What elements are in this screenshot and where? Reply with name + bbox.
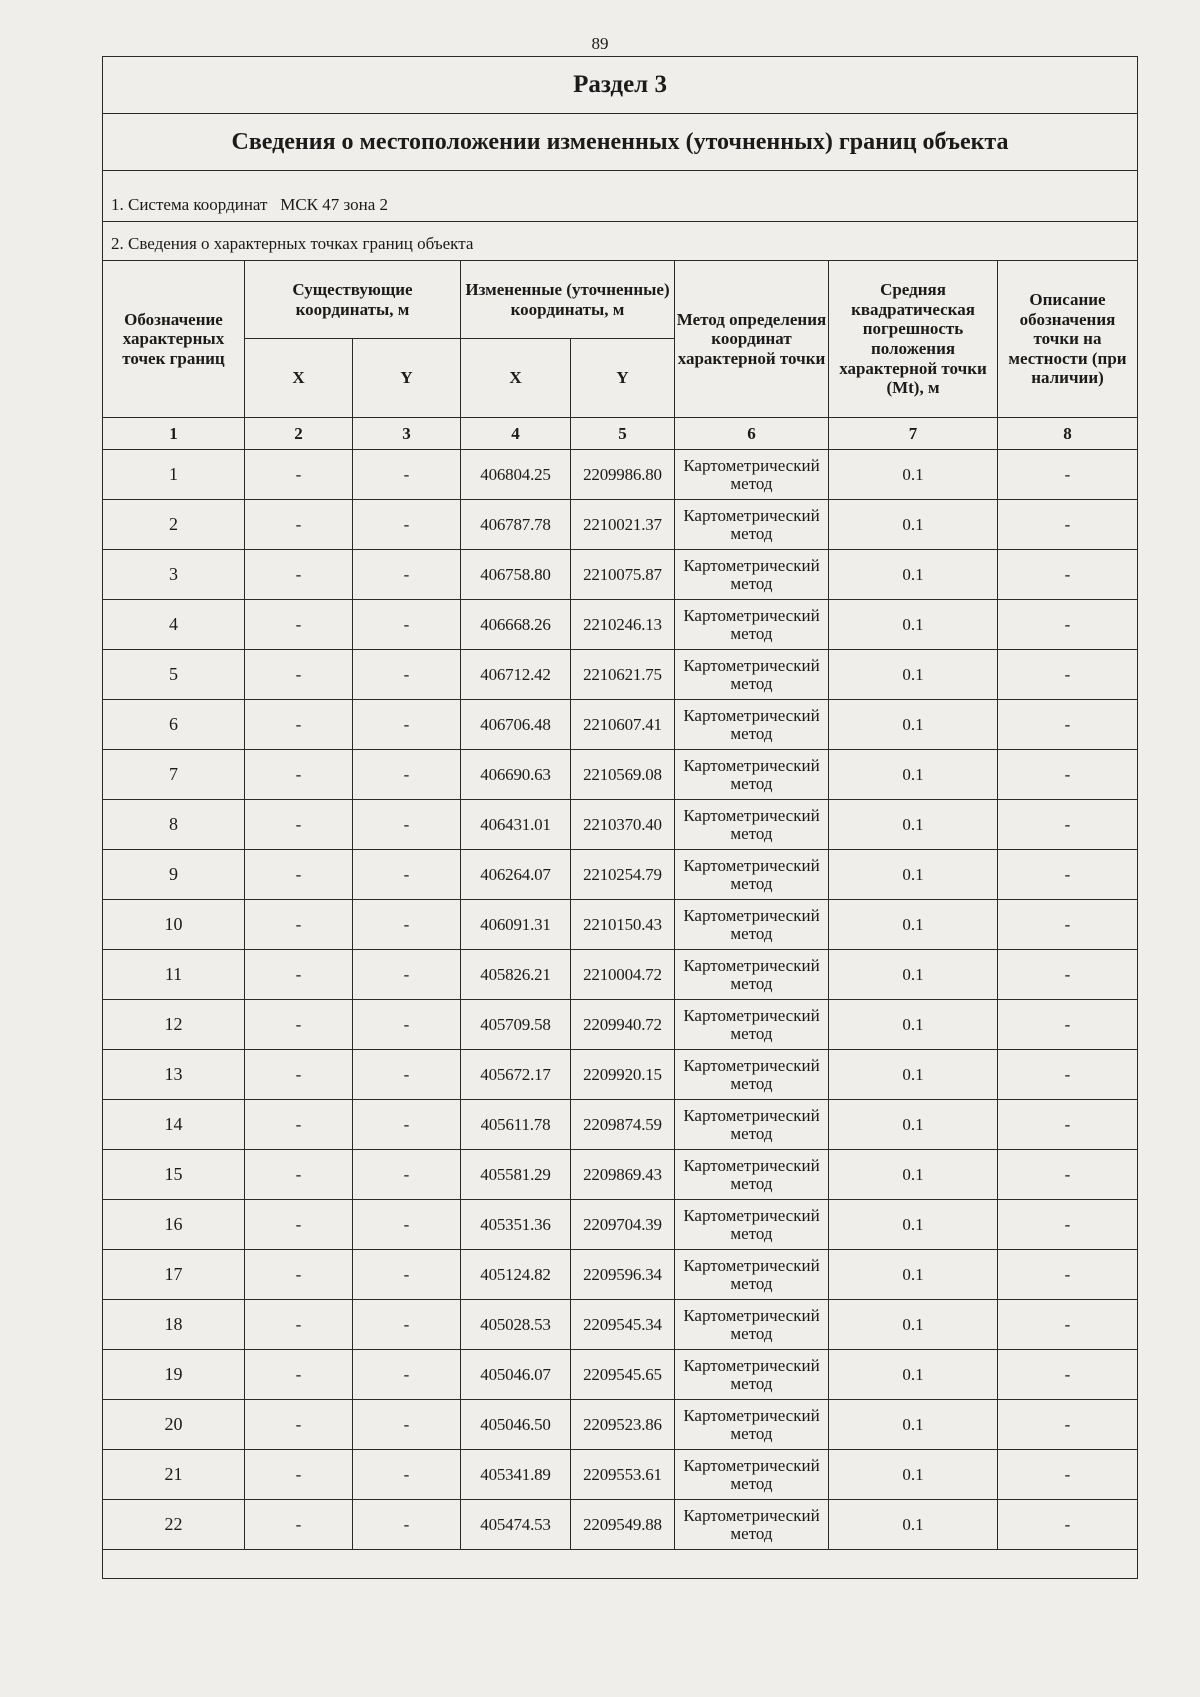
- mean-error-cell: 0.1: [829, 700, 998, 750]
- header-error: Средняя квадратическая погрешность положения характерной точки (Mt), м: [829, 261, 998, 418]
- mean-error-cell: 0.1: [829, 650, 998, 700]
- table-row: [103, 1300, 1138, 1350]
- existing-x-cell: -: [245, 1100, 353, 1150]
- method-cell: Картометрический метод: [675, 550, 829, 600]
- column-number: 8: [998, 418, 1138, 450]
- method-cell: Картометрический метод: [675, 1250, 829, 1300]
- mean-error-cell: 0.1: [829, 750, 998, 800]
- existing-y-cell: -: [353, 1100, 461, 1150]
- table-row: [103, 1350, 1138, 1400]
- existing-y-cell: -: [353, 1250, 461, 1300]
- method-cell: Картометрический метод: [675, 800, 829, 850]
- changed-y-cell: 2210254.79: [571, 850, 675, 900]
- point-description-cell: -: [998, 600, 1138, 650]
- table-row: [103, 1050, 1138, 1100]
- changed-x-cell: 405046.50: [461, 1400, 571, 1450]
- point-number-cell: 17: [103, 1250, 245, 1300]
- point-description-cell: -: [998, 1150, 1138, 1200]
- mean-error-cell: 0.1: [829, 850, 998, 900]
- changed-y-cell: 2209596.34: [571, 1250, 675, 1300]
- existing-x-cell: -: [245, 1500, 353, 1550]
- changed-y-cell: 2209704.39: [571, 1200, 675, 1250]
- point-number-cell: 6: [103, 700, 245, 750]
- existing-x-cell: -: [245, 1200, 353, 1250]
- table-row: [103, 750, 1138, 800]
- coord-system-label: 1. Система координат: [111, 195, 268, 214]
- existing-y-cell: -: [353, 1000, 461, 1050]
- existing-x-cell: -: [245, 1150, 353, 1200]
- changed-x-cell: 406668.26: [461, 600, 571, 650]
- column-number: 2: [245, 418, 353, 450]
- method-cell: Картометрический метод: [675, 1400, 829, 1450]
- changed-y-cell: 2209549.88: [571, 1500, 675, 1550]
- table-row: [103, 700, 1138, 750]
- mean-error-cell: 0.1: [829, 1000, 998, 1050]
- mean-error-cell: 0.1: [829, 1250, 998, 1300]
- table-row: [103, 500, 1138, 550]
- changed-y-cell: 2210150.43: [571, 900, 675, 950]
- table-row: [103, 1450, 1138, 1500]
- existing-y-cell: -: [353, 1050, 461, 1100]
- coord-system-value: МСК 47 зона 2: [280, 195, 389, 214]
- table-row: [103, 850, 1138, 900]
- table-row: [103, 650, 1138, 700]
- method-cell: Картометрический метод: [675, 1200, 829, 1250]
- column-number: 3: [353, 418, 461, 450]
- point-number-cell: 14: [103, 1100, 245, 1150]
- changed-y-cell: 2209523.86: [571, 1400, 675, 1450]
- point-number-cell: 21: [103, 1450, 245, 1500]
- header-changed: Измененные (уточненные) координаты, м: [461, 261, 675, 339]
- changed-x-cell: 405672.17: [461, 1050, 571, 1100]
- header-description: Описание обозначения точки на местности (при наличии): [998, 261, 1138, 418]
- changed-x-cell: 406431.01: [461, 800, 571, 850]
- column-numbers-row: [103, 418, 1138, 450]
- changed-x-cell: 405611.78: [461, 1100, 571, 1150]
- table-row: [103, 1000, 1138, 1050]
- changed-x-cell: 405474.53: [461, 1500, 571, 1550]
- mean-error-cell: 0.1: [829, 900, 998, 950]
- page-number: 89: [591, 34, 609, 53]
- changed-x-cell: 406804.25: [461, 450, 571, 500]
- existing-x-cell: -: [245, 1350, 353, 1400]
- changed-x-cell: 406690.63: [461, 750, 571, 800]
- table-row: [103, 600, 1138, 650]
- method-cell: Картометрический метод: [675, 1450, 829, 1500]
- section-title: Раздел 3: [103, 57, 1138, 114]
- header-changed-x: X: [461, 339, 571, 418]
- changed-y-cell: 2209869.43: [571, 1150, 675, 1200]
- changed-y-cell: 2210021.37: [571, 500, 675, 550]
- point-description-cell: -: [998, 550, 1138, 600]
- existing-y-cell: -: [353, 900, 461, 950]
- existing-y-cell: -: [353, 950, 461, 1000]
- point-number-cell: 7: [103, 750, 245, 800]
- mean-error-cell: 0.1: [829, 1400, 998, 1450]
- changed-x-cell: 405581.29: [461, 1150, 571, 1200]
- point-number-cell: 18: [103, 1300, 245, 1350]
- changed-x-cell: 405351.36: [461, 1200, 571, 1250]
- existing-y-cell: -: [353, 1200, 461, 1250]
- method-cell: Картометрический метод: [675, 600, 829, 650]
- mean-error-cell: 0.1: [829, 1050, 998, 1100]
- header-existing: Существующие координаты, м: [245, 261, 461, 339]
- mean-error-cell: 0.1: [829, 800, 998, 850]
- empty-cell: [103, 1550, 1138, 1579]
- point-number-cell: 10: [103, 900, 245, 950]
- existing-x-cell: -: [245, 550, 353, 600]
- point-description-cell: -: [998, 1050, 1138, 1100]
- method-cell: Картометрический метод: [675, 750, 829, 800]
- method-cell: Картометрический метод: [675, 500, 829, 550]
- empty-row: [103, 1550, 1138, 1579]
- changed-x-cell: 406264.07: [461, 850, 571, 900]
- changed-x-cell: 406706.48: [461, 700, 571, 750]
- table-row: [103, 450, 1138, 500]
- changed-y-cell: 2209986.80: [571, 450, 675, 500]
- mean-error-cell: 0.1: [829, 1200, 998, 1250]
- point-description-cell: -: [998, 950, 1138, 1000]
- existing-y-cell: -: [353, 650, 461, 700]
- point-description-cell: -: [998, 500, 1138, 550]
- changed-y-cell: 2209553.61: [571, 1450, 675, 1500]
- point-number-cell: 20: [103, 1400, 245, 1450]
- changed-y-cell: 2210621.75: [571, 650, 675, 700]
- existing-x-cell: -: [245, 500, 353, 550]
- point-description-cell: -: [998, 750, 1138, 800]
- point-description-cell: -: [998, 450, 1138, 500]
- point-number-cell: 15: [103, 1150, 245, 1200]
- column-number: 6: [675, 418, 829, 450]
- method-cell: Картометрический метод: [675, 1000, 829, 1050]
- point-description-cell: -: [998, 900, 1138, 950]
- existing-x-cell: -: [245, 750, 353, 800]
- changed-x-cell: 405124.82: [461, 1250, 571, 1300]
- point-number-cell: 8: [103, 800, 245, 850]
- point-number-cell: 3: [103, 550, 245, 600]
- point-number-cell: 19: [103, 1350, 245, 1400]
- existing-y-cell: -: [353, 850, 461, 900]
- mean-error-cell: 0.1: [829, 1350, 998, 1400]
- header-existing-y: Y: [353, 339, 461, 418]
- table-row: [103, 900, 1138, 950]
- points-info-label: 2. Сведения о характерных точках границ объекта: [111, 234, 474, 253]
- mean-error-cell: 0.1: [829, 1500, 998, 1550]
- existing-y-cell: -: [353, 500, 461, 550]
- changed-y-cell: 2210569.08: [571, 750, 675, 800]
- changed-x-cell: 405028.53: [461, 1300, 571, 1350]
- point-description-cell: -: [998, 1500, 1138, 1550]
- column-number: 4: [461, 418, 571, 450]
- existing-y-cell: -: [353, 1350, 461, 1400]
- point-description-cell: -: [998, 1300, 1138, 1350]
- boundary-points-table: [102, 56, 1138, 1579]
- method-cell: Картометрический метод: [675, 1150, 829, 1200]
- point-number-cell: 5: [103, 650, 245, 700]
- mean-error-cell: 0.1: [829, 1300, 998, 1350]
- existing-x-cell: -: [245, 900, 353, 950]
- method-cell: Картометрический метод: [675, 1350, 829, 1400]
- changed-x-cell: 405826.21: [461, 950, 571, 1000]
- changed-y-cell: 2210246.13: [571, 600, 675, 650]
- method-cell: Картометрический метод: [675, 1300, 829, 1350]
- existing-y-cell: -: [353, 1150, 461, 1200]
- header-changed-y: Y: [571, 339, 675, 418]
- changed-x-cell: 405046.07: [461, 1350, 571, 1400]
- point-description-cell: -: [998, 1250, 1138, 1300]
- existing-x-cell: -: [245, 1250, 353, 1300]
- existing-x-cell: -: [245, 650, 353, 700]
- column-number: 1: [103, 418, 245, 450]
- changed-x-cell: 405341.89: [461, 1450, 571, 1500]
- changed-y-cell: 2210370.40: [571, 800, 675, 850]
- point-description-cell: -: [998, 1000, 1138, 1050]
- header-designation: Обозначение характерных точек границ: [103, 261, 245, 418]
- existing-y-cell: -: [353, 700, 461, 750]
- mean-error-cell: 0.1: [829, 600, 998, 650]
- method-cell: Картометрический метод: [675, 1050, 829, 1100]
- method-cell: Картометрический метод: [675, 650, 829, 700]
- table-row: [103, 550, 1138, 600]
- point-description-cell: -: [998, 850, 1138, 900]
- points-info-row: [103, 222, 1138, 261]
- existing-x-cell: -: [245, 950, 353, 1000]
- column-number: 7: [829, 418, 998, 450]
- table-row: [103, 1200, 1138, 1250]
- existing-y-cell: -: [353, 750, 461, 800]
- changed-y-cell: 2209874.59: [571, 1100, 675, 1150]
- point-number-cell: 22: [103, 1500, 245, 1550]
- existing-y-cell: -: [353, 600, 461, 650]
- point-description-cell: -: [998, 1200, 1138, 1250]
- existing-x-cell: -: [245, 850, 353, 900]
- method-cell: Картометрический метод: [675, 450, 829, 500]
- point-number-cell: 13: [103, 1050, 245, 1100]
- table-row: [103, 1250, 1138, 1300]
- coord-system-row: [103, 171, 1138, 222]
- changed-x-cell: 406712.42: [461, 650, 571, 700]
- point-description-cell: -: [998, 1450, 1138, 1500]
- table-row: [103, 1150, 1138, 1200]
- changed-y-cell: 2210607.41: [571, 700, 675, 750]
- existing-x-cell: -: [245, 1450, 353, 1500]
- existing-x-cell: -: [245, 1400, 353, 1450]
- existing-y-cell: -: [353, 1450, 461, 1500]
- point-number-cell: 2: [103, 500, 245, 550]
- changed-y-cell: 2210004.72: [571, 950, 675, 1000]
- mean-error-cell: 0.1: [829, 550, 998, 600]
- method-cell: Картометрический метод: [675, 1100, 829, 1150]
- existing-x-cell: -: [245, 1050, 353, 1100]
- mean-error-cell: 0.1: [829, 500, 998, 550]
- table-row: [103, 950, 1138, 1000]
- existing-y-cell: -: [353, 800, 461, 850]
- method-cell: Картометрический метод: [675, 1500, 829, 1550]
- existing-x-cell: -: [245, 1300, 353, 1350]
- existing-y-cell: -: [353, 1400, 461, 1450]
- point-description-cell: -: [998, 1350, 1138, 1400]
- point-number-cell: 16: [103, 1200, 245, 1250]
- changed-x-cell: 406758.80: [461, 550, 571, 600]
- mean-error-cell: 0.1: [829, 1150, 998, 1200]
- changed-y-cell: 2209545.34: [571, 1300, 675, 1350]
- changed-y-cell: 2209545.65: [571, 1350, 675, 1400]
- header-existing-x: X: [245, 339, 353, 418]
- changed-y-cell: 2209940.72: [571, 1000, 675, 1050]
- existing-x-cell: -: [245, 700, 353, 750]
- point-description-cell: -: [998, 700, 1138, 750]
- method-cell: Картометрический метод: [675, 850, 829, 900]
- changed-x-cell: 405709.58: [461, 1000, 571, 1050]
- point-number-cell: 4: [103, 600, 245, 650]
- existing-y-cell: -: [353, 1300, 461, 1350]
- existing-y-cell: -: [353, 1500, 461, 1550]
- mean-error-cell: 0.1: [829, 950, 998, 1000]
- point-number-cell: 9: [103, 850, 245, 900]
- changed-y-cell: 2209920.15: [571, 1050, 675, 1100]
- method-cell: Картометрический метод: [675, 950, 829, 1000]
- point-number-cell: 12: [103, 1000, 245, 1050]
- changed-x-cell: 406091.31: [461, 900, 571, 950]
- point-number-cell: 1: [103, 450, 245, 500]
- method-cell: Картометрический метод: [675, 700, 829, 750]
- existing-x-cell: -: [245, 800, 353, 850]
- table-row: [103, 1100, 1138, 1150]
- column-number: 5: [571, 418, 675, 450]
- table-row: [103, 800, 1138, 850]
- changed-x-cell: 406787.78: [461, 500, 571, 550]
- header-method: Метод определения координат характерной точки: [675, 261, 829, 418]
- mean-error-cell: 0.1: [829, 1450, 998, 1500]
- point-description-cell: -: [998, 1400, 1138, 1450]
- changed-y-cell: 2210075.87: [571, 550, 675, 600]
- point-description-cell: -: [998, 650, 1138, 700]
- point-description-cell: -: [998, 1100, 1138, 1150]
- mean-error-cell: 0.1: [829, 450, 998, 500]
- existing-y-cell: -: [353, 550, 461, 600]
- existing-y-cell: -: [353, 450, 461, 500]
- point-description-cell: -: [998, 800, 1138, 850]
- existing-x-cell: -: [245, 1000, 353, 1050]
- table-row: [103, 1500, 1138, 1550]
- section-subtitle: Сведения о местоположении измененных (уточненных) границ объекта: [103, 114, 1138, 171]
- table-row: [103, 1400, 1138, 1450]
- existing-x-cell: -: [245, 600, 353, 650]
- method-cell: Картометрический метод: [675, 900, 829, 950]
- existing-x-cell: -: [245, 450, 353, 500]
- mean-error-cell: 0.1: [829, 1100, 998, 1150]
- point-number-cell: 11: [103, 950, 245, 1000]
